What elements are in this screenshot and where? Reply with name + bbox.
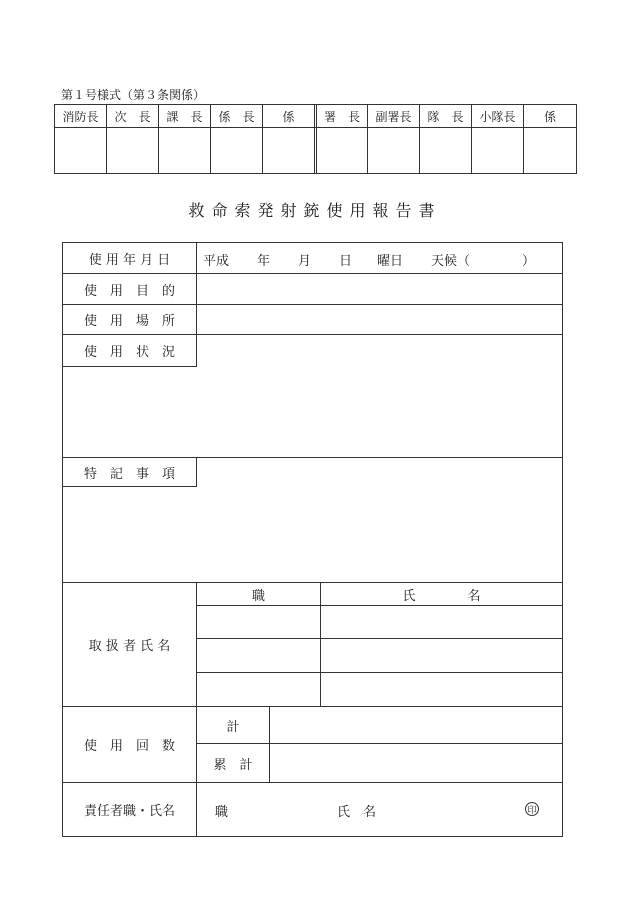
handler-label: 取 扱 者 氏 名: [88, 639, 171, 654]
responsible-post-label: 職: [215, 805, 229, 820]
month-label: 月: [298, 254, 312, 269]
purpose-field[interactable]: [197, 274, 562, 304]
day-label: 日: [339, 254, 353, 269]
count-total-field[interactable]: [270, 707, 562, 743]
era-label: 平成: [203, 254, 230, 269]
year-label: 年: [257, 254, 271, 269]
approval-header-deputy: 次 長: [114, 109, 151, 124]
handler-post-field-3[interactable]: [197, 673, 320, 706]
place-field[interactable]: [197, 305, 562, 334]
weekday-label: 曜日: [377, 254, 404, 269]
approval-header-station-chief: 署 長: [323, 109, 360, 124]
approval-header-deputy-station-chief: 副署長: [375, 109, 412, 124]
count-label: 使 用 回 数: [83, 739, 175, 754]
handler-name-header: 氏 名: [402, 588, 481, 604]
notes-field[interactable]: [197, 458, 562, 582]
approval-header-chief: 消防長: [62, 109, 99, 124]
place-label: 使 用 場 所: [83, 314, 175, 329]
document-title: 救命索発射銃使用報告書: [188, 201, 442, 220]
count-cumulative-field[interactable]: [270, 744, 562, 782]
approval-header-section-chief: 課 長: [166, 109, 203, 124]
handler-name-field-1[interactable]: [321, 606, 562, 638]
handler-name-field-3[interactable]: [321, 673, 562, 706]
handler-post-field-1[interactable]: [197, 606, 320, 638]
approval-header-captain: 隊 長: [427, 109, 464, 124]
approval-header-staff: 係: [282, 109, 295, 124]
count-total-label: 計: [226, 719, 240, 735]
approval-header-staff-2: 係: [543, 109, 556, 124]
responsible-label: 責任者職・氏名: [83, 804, 175, 819]
handler-post-field-2[interactable]: [197, 639, 320, 672]
seal-mark: 印: [527, 805, 537, 816]
weather-label: 天候（ ）: [431, 254, 536, 269]
date-label: 使 用 年 月 日: [88, 252, 171, 268]
count-cumulative-label: 累 計: [213, 757, 253, 773]
handler-name-field-2[interactable]: [321, 639, 562, 672]
handler-post-header: 職: [251, 588, 265, 604]
approval-header-subsection-chief: 係 長: [218, 109, 255, 124]
purpose-label: 使 用 目 的: [83, 283, 175, 299]
status-field[interactable]: [197, 335, 562, 457]
notes-label: 特 記 事 項: [83, 466, 175, 482]
status-label: 使 用 状 況: [83, 345, 175, 360]
approval-header-squad-leader: 小隊長: [479, 109, 516, 124]
form-number: 第１号様式（第３条関係）: [61, 88, 206, 102]
responsible-name-label: 氏 名: [337, 805, 377, 820]
